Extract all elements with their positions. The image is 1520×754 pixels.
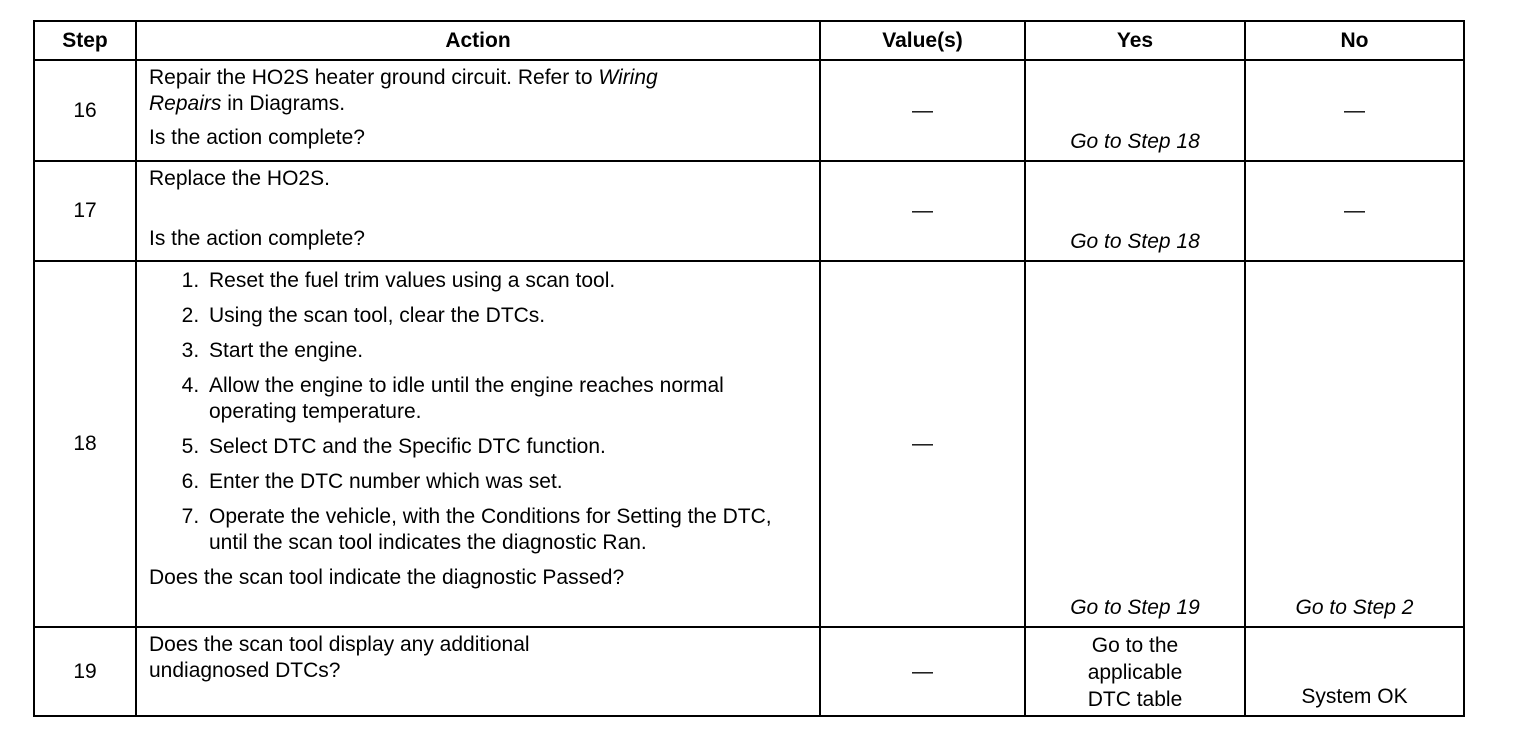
value-cell — [820, 60, 1025, 161]
yes-cell: Go to Step 19 — [1025, 261, 1245, 627]
action-question: Does the scan tool indicate the diagnostic Passed? — [149, 566, 625, 589]
procedure-step: 1. Reset the fuel trim values using a scan tool. — [205, 268, 807, 294]
procedure-step: 3. Start the engine. — [205, 338, 807, 364]
diagnostic-table — [33, 20, 1465, 717]
table-row — [34, 627, 1464, 716]
table-row — [34, 261, 1464, 627]
header-step: Step — [34, 21, 136, 60]
no-cell: System OK — [1245, 627, 1464, 716]
procedure-step: 6. Enter the DTC number which was set. — [205, 469, 807, 495]
action-cell — [136, 627, 820, 716]
no-cell: — — [1245, 161, 1464, 261]
header-yes: Yes — [1025, 21, 1245, 60]
action-question: Does the scan tool display any additional undiagnosed DTCs? — [149, 633, 530, 682]
value-dash: — — [912, 432, 933, 455]
header-values: Value(s) — [820, 21, 1025, 60]
value-cell — [820, 627, 1025, 716]
yes-line: Go to the — [1091, 634, 1179, 657]
action-text: Repair the HO2S heater ground circuit. Refer to Wiring Repairs in Diagrams. — [149, 66, 658, 115]
header-action: Action — [136, 21, 820, 60]
yes-line: DTC table — [1087, 688, 1183, 711]
value-dash: — — [912, 199, 933, 222]
step-number: 18 — [34, 261, 136, 627]
action-text: Replace the HO2S. — [149, 167, 330, 190]
table-row — [34, 161, 1464, 261]
procedure-step: 4. Allow the engine to idle until the engine reaches normal operating temperature. — [205, 373, 807, 425]
yes-line: applicable — [1087, 661, 1183, 684]
procedure-step: 7. Operate the vehicle, with the Conditions for Setting the DTC, until the scan tool indicates the diagnostic Ran. — [205, 504, 807, 556]
action-cell — [136, 261, 820, 627]
table-row — [34, 60, 1464, 161]
step-number: 17 — [34, 161, 136, 261]
value-cell — [820, 261, 1025, 627]
yes-cell — [1025, 627, 1245, 716]
action-question: Is the action complete? — [149, 227, 365, 250]
procedure-step: 5. Select DTC and the Specific DTC function. — [205, 434, 807, 460]
action-cell — [136, 60, 820, 161]
no-cell: Go to Step 2 — [1245, 261, 1464, 627]
yes-cell: Go to Step 18 — [1025, 161, 1245, 261]
value-cell — [820, 161, 1025, 261]
header-no: No — [1245, 21, 1464, 60]
action-question: Is the action complete? — [149, 126, 365, 149]
step-number: 16 — [34, 60, 136, 161]
value-dash: — — [912, 659, 933, 683]
procedure-step: 2. Using the scan tool, clear the DTCs. — [205, 303, 807, 329]
action-cell — [136, 161, 820, 261]
no-cell: — — [1245, 60, 1464, 161]
yes-cell: Go to Step 18 — [1025, 60, 1245, 161]
header-row — [34, 21, 1464, 60]
procedure-list — [149, 268, 807, 556]
step-number: 19 — [34, 627, 136, 716]
value-dash: — — [912, 98, 933, 122]
